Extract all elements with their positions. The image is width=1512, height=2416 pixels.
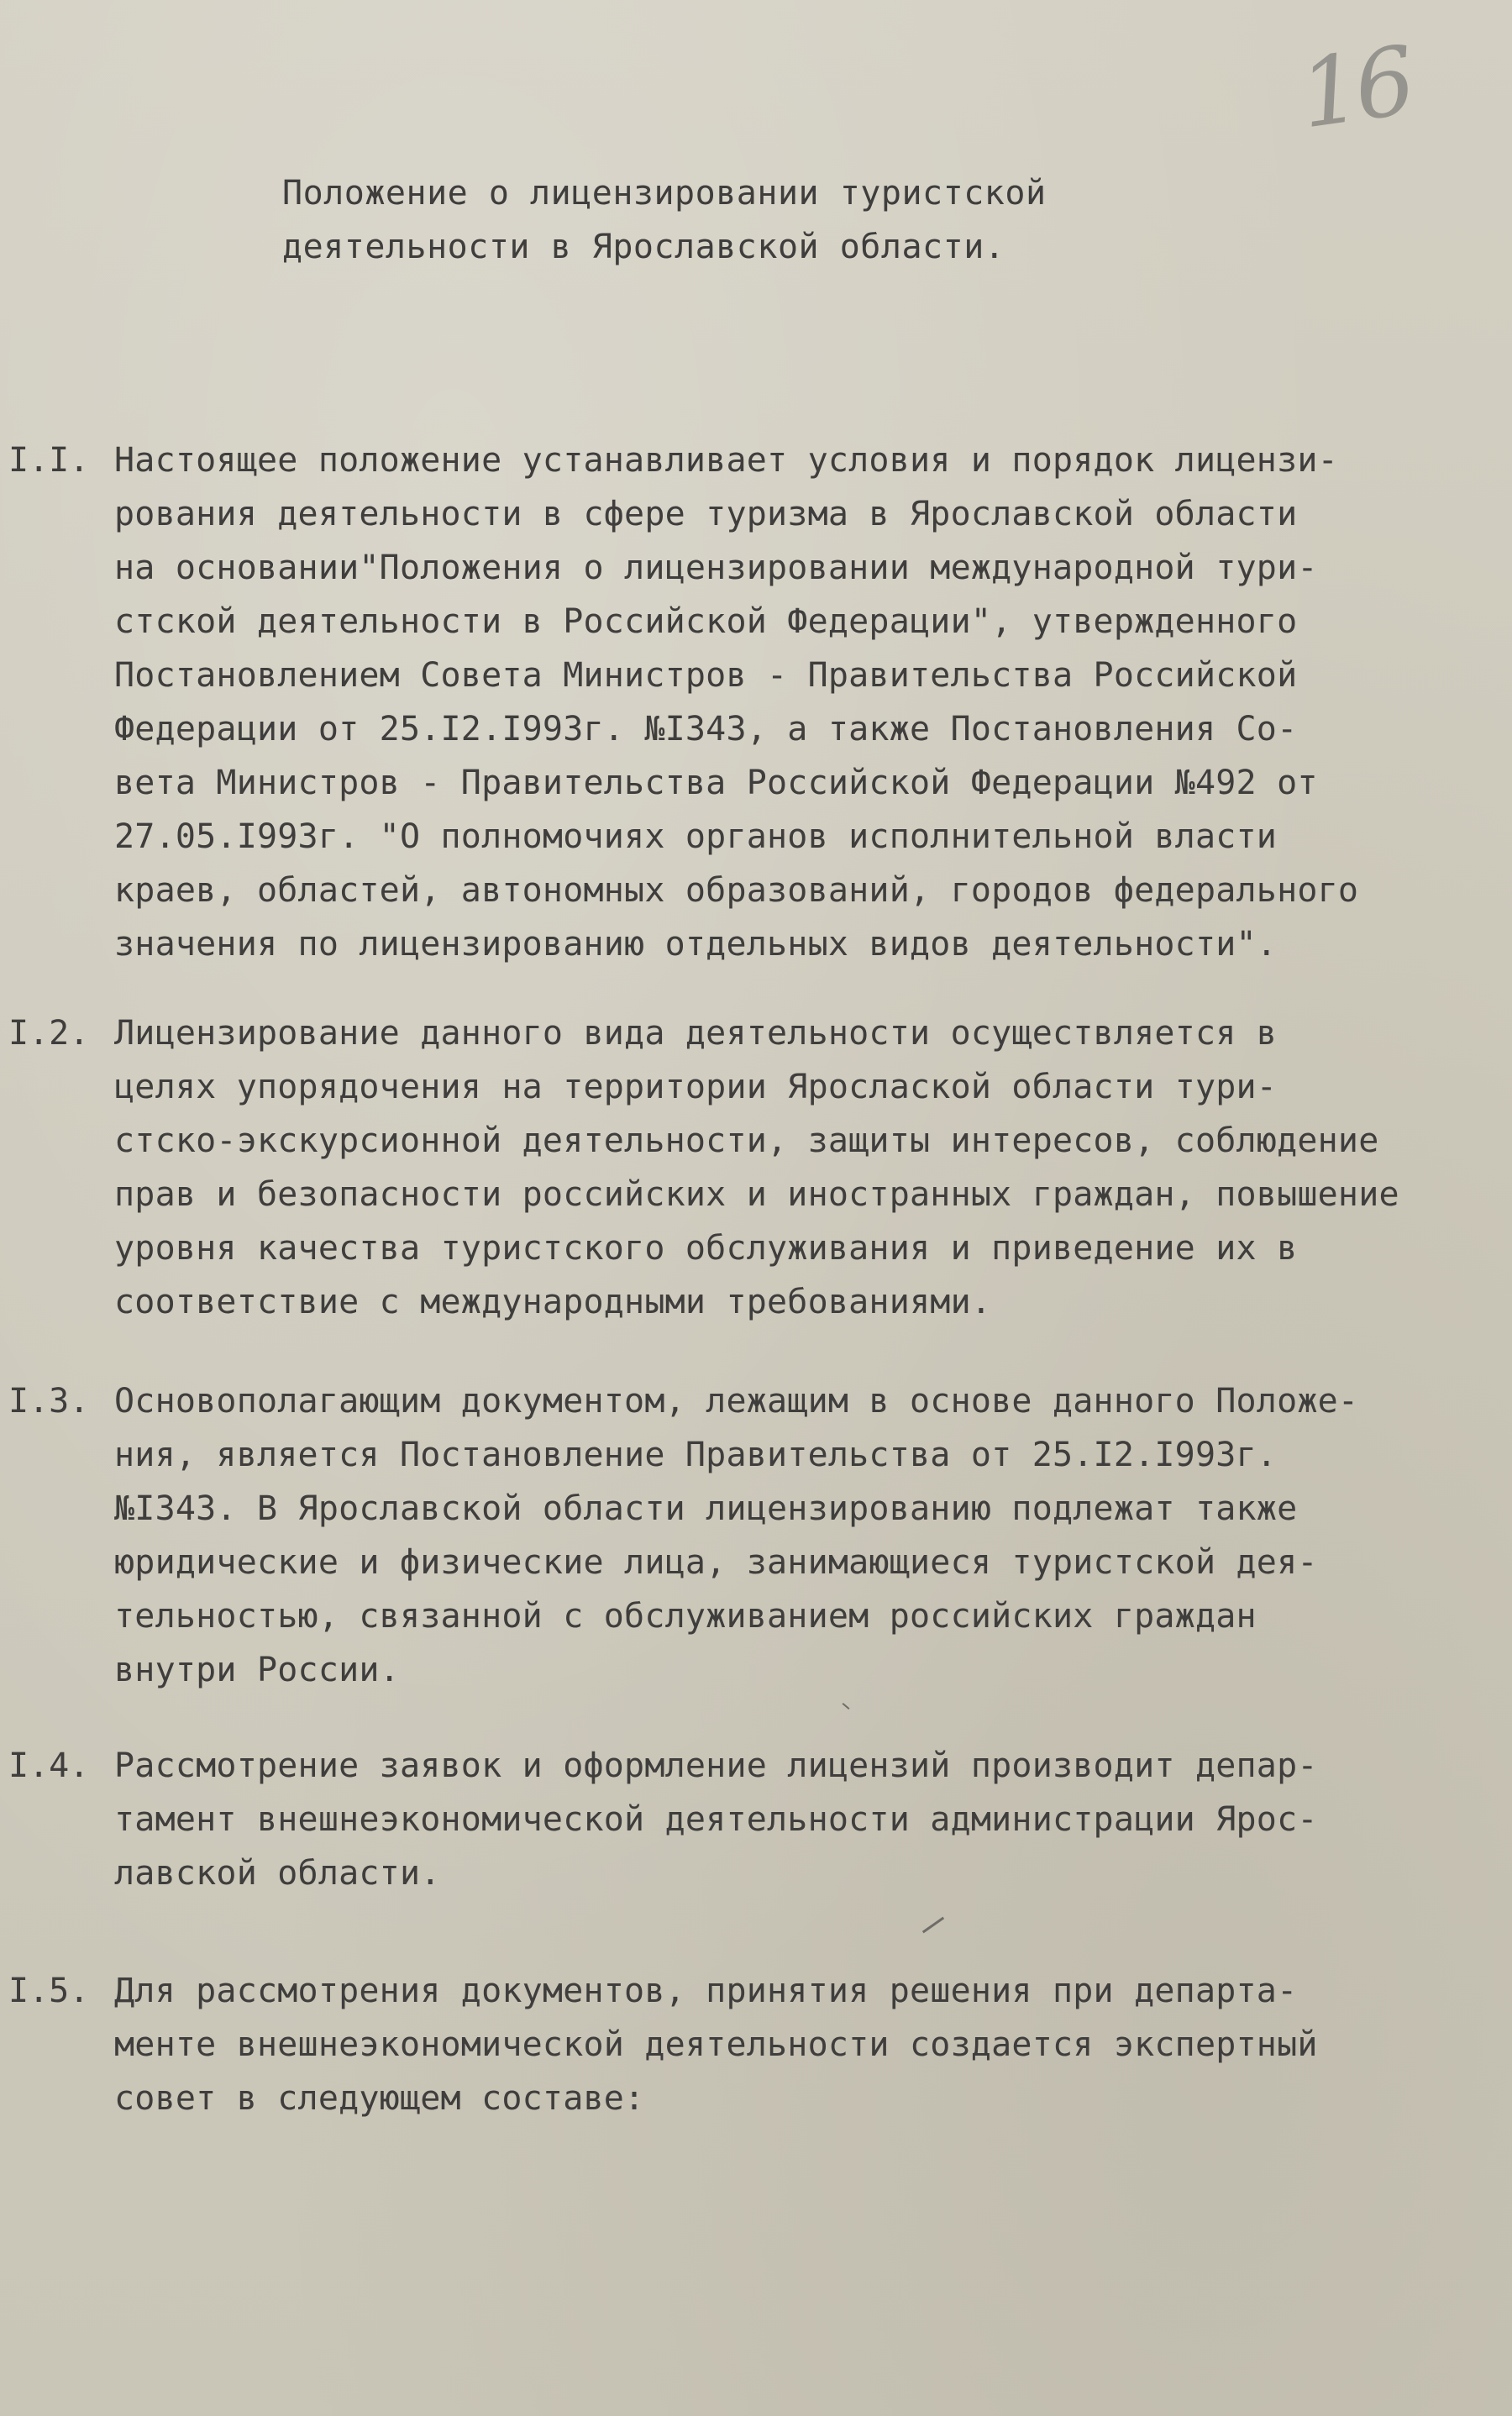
text-line: юридические и физические лица, занимающиеся туристской дея- (114, 1543, 1318, 1582)
pen-tick-mark (843, 1703, 850, 1710)
section-number: I.I. (8, 441, 90, 480)
text-line: лавской области. (114, 1854, 441, 1893)
text-line: №I343. В Ярославской области лицензированию подлежат также (114, 1489, 1298, 1528)
handwritten-page-number: 16 (1293, 26, 1417, 150)
section-text (114, 433, 1492, 971)
text-line: значения по лицензированию отдельных видов деятельности". (114, 925, 1278, 964)
text-line: Лицензирование данного вида деятельности осуществляется в (114, 1014, 1278, 1053)
text-line: прав и безопасности российских и иностранных граждан, повышение (114, 1175, 1399, 1214)
section-text (114, 1374, 1492, 1697)
title-line: Положение о лицензировании туристской (282, 174, 1047, 213)
text-line: Для рассмотрения документов, принятия решения при департа- (114, 1972, 1298, 2010)
text-line: внутри России. (114, 1651, 400, 1689)
text-line: Федерации от 25.I2.I993г. №I343, а также Постановления Со- (114, 710, 1298, 748)
text-line: рования деятельности в сфере туризма в Ярославской области (114, 495, 1298, 533)
section-number: I.4. (8, 1746, 90, 1785)
text-line: вета Министров - Правительства Российской Федерации №492 от (114, 764, 1318, 802)
text-line: Основополагающим документом, лежащим в основе данного Положе- (114, 1382, 1359, 1421)
text-line: 27.05.I993г. "О полномочиях органов исполнительной власти (114, 817, 1278, 856)
text-line: Постановлением Совета Министров - Правительства Российской (114, 656, 1298, 695)
text-line: стско-экскурсионной деятельности, защиты интересов, соблюдение (114, 1121, 1379, 1160)
text-line: совет в следующем составе: (114, 2079, 645, 2118)
section-text (114, 1006, 1492, 1329)
text-line: на основании"Положения о лицензировании международной тури- (114, 549, 1318, 587)
section-text (114, 1964, 1492, 2125)
section-text (114, 1739, 1492, 1900)
section-number: I.3. (8, 1382, 90, 1421)
text-line: ния, является Постановление Правительства от 25.I2.I993г. (114, 1436, 1278, 1474)
text-line: целях упорядочения на территории Ярослаской области тури- (114, 1068, 1278, 1106)
text-line: тельностью, связанной с обслуживанием российских граждан (114, 1597, 1257, 1636)
text-line: Рассмотрение заявок и оформление лицензий производит депар- (114, 1746, 1318, 1785)
text-line: уровня качества туристского обслуживания и приведение их в (114, 1229, 1298, 1268)
section-number: I.2. (8, 1014, 90, 1053)
text-line: стской деятельности в Российской Федерации", утвержденного (114, 602, 1298, 641)
section-number: I.5. (8, 1972, 90, 2010)
pen-tick-mark (922, 1917, 944, 1934)
text-line: соответствие с международными требованиями. (114, 1283, 992, 1321)
text-line: Настоящее положение устанавливает условия и порядок лицензи- (114, 441, 1338, 480)
text-line: тамент внешнеэкономической деятельности администрации Ярос- (114, 1800, 1318, 1839)
text-line: краев, областей, автономных образований, городов федерального (114, 871, 1359, 910)
text-line: менте внешнеэкономической деятельности создается экспертный (114, 2025, 1318, 2064)
title-line: деятельности в Ярославской области. (282, 228, 1005, 266)
document-title (282, 166, 1122, 274)
